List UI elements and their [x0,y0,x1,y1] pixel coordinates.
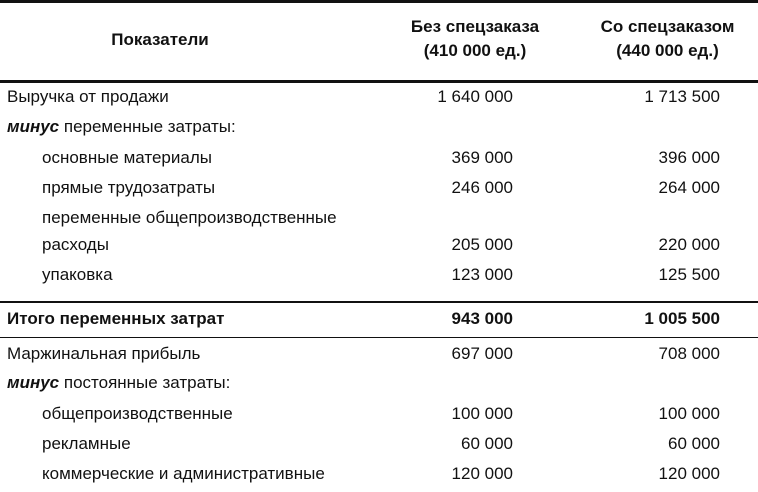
table-row-overhead-line2 [0,230,758,260]
row-value-without-order: 120 000 [451,464,513,483]
row-value-without-order: 246 000 [451,178,513,197]
top-rule [0,0,758,3]
row-value-with-order: 708 000 [658,344,720,363]
row-label [7,112,236,142]
row-label: коммерческие и административные [42,464,325,483]
row-label [7,368,230,398]
row-label: переменные общепроизводственные [42,208,337,227]
row-value-with-order: 60 000 [668,434,720,453]
header-with-order-line1: Со спецзаказом [600,17,735,36]
minus-prefix: минус [7,117,60,136]
row-value-without-order: 1 640 000 [437,87,513,106]
minus-prefix: минус [7,373,60,392]
table-row-advertising [0,429,758,459]
table-row-fixed-heading [0,368,758,398]
row-label: Итого переменных затрат [7,309,225,328]
table-row-packaging [0,260,758,290]
header-indicators-label: Показатели [111,30,209,49]
table-row-general [0,399,758,429]
row-value-with-order: 1 713 500 [644,87,720,106]
row-value-with-order: 100 000 [658,404,720,423]
total-bottom-rule [0,337,758,338]
table-row-labor [0,173,758,203]
row-value-without-order: 100 000 [451,404,513,423]
row-label: расходы [42,235,109,254]
table-row-commercial [0,459,758,489]
row-value-with-order: 396 000 [658,148,720,167]
row-value-without-order: 369 000 [451,148,513,167]
row-value-without-order: 60 000 [461,434,513,453]
row-label: общепроизводственные [42,404,233,423]
header-with-order [577,15,758,63]
row-value-without-order: 943 000 [451,309,513,328]
row-label: Маржинальная прибыль [7,344,201,363]
header-without-order [393,15,557,63]
row-value-with-order: 264 000 [658,178,720,197]
header-with-order-line2: (440 000 ед.) [616,41,719,60]
row-label: основные материалы [42,148,212,167]
row-label: упаковка [42,265,113,284]
table-row-var-costs-heading [0,112,758,142]
table-row-revenue [0,82,758,112]
heading-text: переменные затраты: [59,117,236,136]
table-row-overhead-line1 [0,203,758,233]
row-label: рекламные [42,434,131,453]
table-row-margin [0,339,758,369]
row-label: Выручка от продажи [7,87,169,106]
table-row-materials [0,143,758,173]
row-value-with-order: 220 000 [658,235,720,254]
heading-text: постоянные затраты: [59,373,231,392]
row-value-without-order: 697 000 [451,344,513,363]
row-value-with-order: 120 000 [658,464,720,483]
header-without-order-line1: Без спецзаказа [410,17,540,36]
header-without-order-line2: (410 000 ед.) [423,41,527,60]
total-top-rule [0,301,758,303]
row-value-without-order: 205 000 [451,235,513,254]
table-row-total-variable [0,304,758,334]
row-label: прямые трудозатраты [42,178,216,197]
row-value-with-order: 125 500 [658,265,720,284]
row-value-without-order: 123 000 [451,265,513,284]
row-value-with-order: 1 005 500 [644,309,720,328]
header-indicators [60,28,260,52]
